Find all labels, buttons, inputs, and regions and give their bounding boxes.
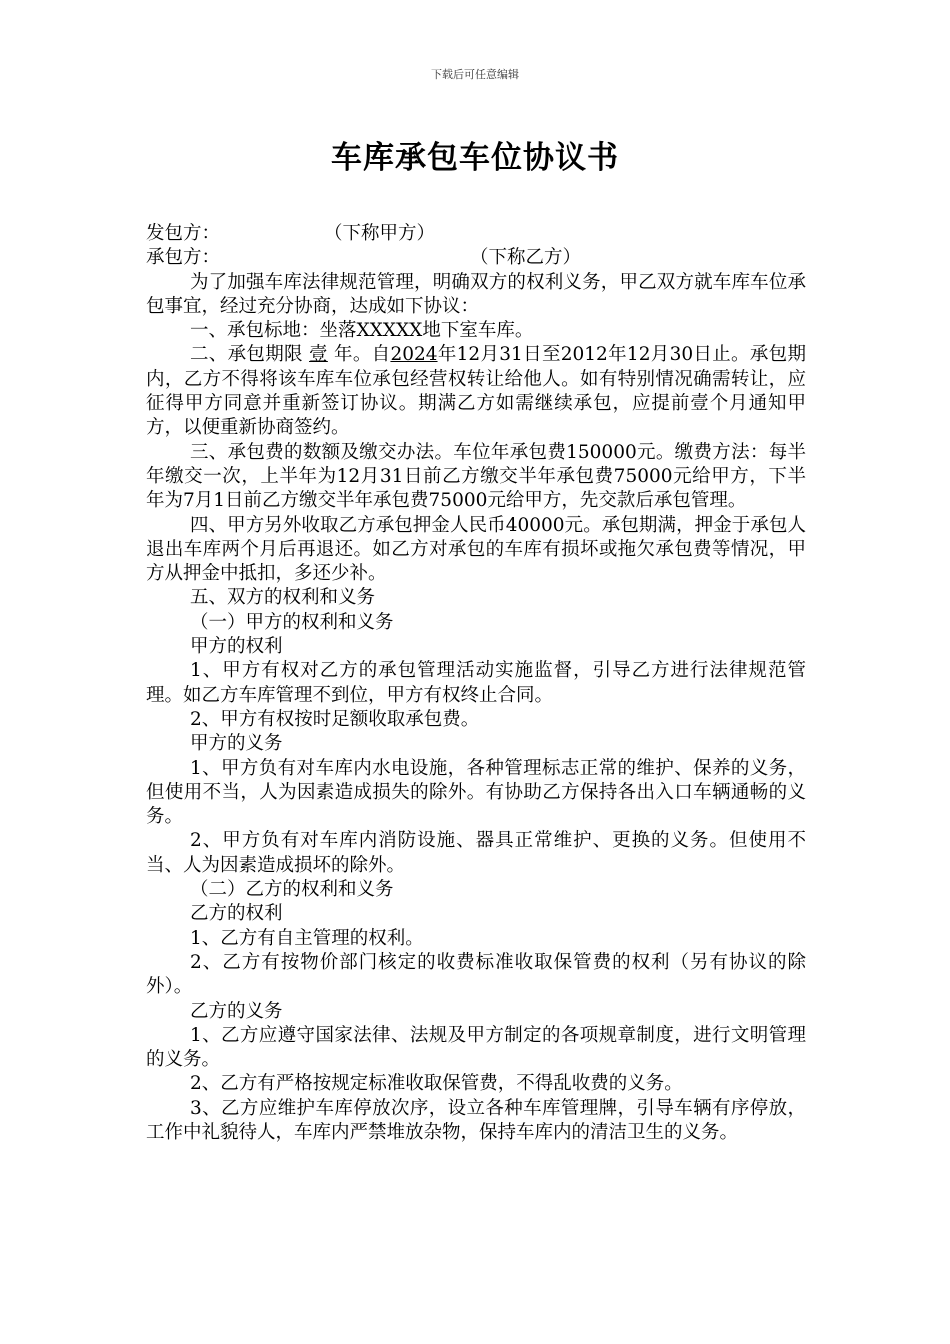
party-a-rights-heading: 甲方的权利 (190, 636, 283, 658)
party-b-duties-heading: 乙方的义务 (190, 1000, 283, 1022)
party-b-duty-1: 1、乙方应遵守国家法律、法规及甲方制定的各项规章制度，进行文明管理的义务。 (146, 1024, 806, 1071)
party-a-right-2: 2、甲方有权按时足额收取承包费。 (190, 708, 480, 730)
party-a-right-1: 1、甲方有权对乙方的承包管理活动实施监督，引导乙方进行法律规范管理。如乙方车库管理不到位，甲方有权终止合同。 (146, 660, 806, 706)
intro-paragraph: 为了加强车库法律规范管理，明确双方的权利义务，甲乙双方就车库车位承包事宜，经过充分协商，达成如下协议： (146, 271, 806, 317)
clause-5: 五、双方的权利和义务 (190, 587, 376, 609)
party-b-right-1: 1、乙方有自主管理的权利。 (190, 927, 424, 949)
clause-2-term: 壹 (309, 344, 328, 366)
contractor-line (146, 246, 806, 270)
issuer-line (146, 222, 806, 246)
clause-4: 四、甲方另外收取乙方承包押金人民币40000元。承包期满，押金于承包人退出车库两个月后再退还。如乙方对承包的车库有损坏或拖欠承包费等情况，甲方从押金中抵扣，多还少补。 (146, 514, 806, 585)
party-a-duty-2: 2、甲方负有对车库内消防设施、器具正常维护、更换的义务。但使用不当、人为因素造成损坏的除外。 (146, 830, 806, 876)
contractor-label: 承包方： (146, 247, 221, 269)
party-b-rights-heading: 乙方的权利 (190, 903, 283, 925)
clause-3: 三、承包费的数额及缴交办法。车位年承包费150000元。缴费方法：每半年缴交一次，上半年为12月31日前乙方缴交半年承包费75000元给甲方，下半年为7月1日前乙方缴交半年承包费75000元给甲方，先交款后承包管理。 (146, 441, 806, 512)
party-a-duties-heading: 甲方的义务 (190, 733, 283, 755)
clause-2-rest: 年12月31日至2012年12月30日止。承包期内，乙方不得将该车库车位承包经营权转让给他人。如有特别情况确需转让，应征得甲方同意并重新签订协议。期满乙方如需继续承包，应提前壹个月通知甲方，以便重新协商签约。 (146, 344, 806, 439)
party-b-right-2: 2、乙方有按物价部门核定的收费标准收取保管费的权利（另有协议的除外）。 (146, 951, 806, 998)
clause-2-mid: 年。自 (334, 344, 391, 366)
page-title: 车库承包车位协议书 (331, 140, 619, 176)
clause-2-start-year: 2024 (390, 344, 438, 366)
party-b-duty-2: 2、乙方有严格按规定标准收取保管费，不得乱收费的义务。 (190, 1073, 683, 1095)
contractor-note: （下称乙方） (470, 247, 582, 269)
clause-1: 一、承包标地：坐落XXXXX地下室车库。 (190, 320, 534, 342)
party-a-duty-1: 1、甲方负有对车库内水电设施，各种管理标志正常的维护、保养的义务，但使用不当，人为因素造成损失的除外。有协助乙方保持各出入口车辆通畅的义务。 (146, 757, 806, 828)
document-body (146, 222, 806, 1145)
issuer-note: （下称甲方） (324, 223, 436, 244)
party-a-heading: （一）甲方的权利和义务 (190, 611, 394, 633)
issuer-label: 发包方： (146, 223, 221, 244)
party-b-duty-3: 3、乙方应维护车库停放次序，设立各种车库管理牌，引导车辆有序停放，工作中礼貌待人，车库内严禁堆放杂物，保持车库内的清洁卫生的义务。 (146, 1097, 806, 1143)
clause-2-prefix: 二、承包期限 (190, 344, 303, 366)
header-note: 下载后可任意编辑 (431, 68, 519, 81)
clause-2 (146, 343, 806, 440)
party-b-heading: （二）乙方的权利和义务 (190, 879, 394, 901)
